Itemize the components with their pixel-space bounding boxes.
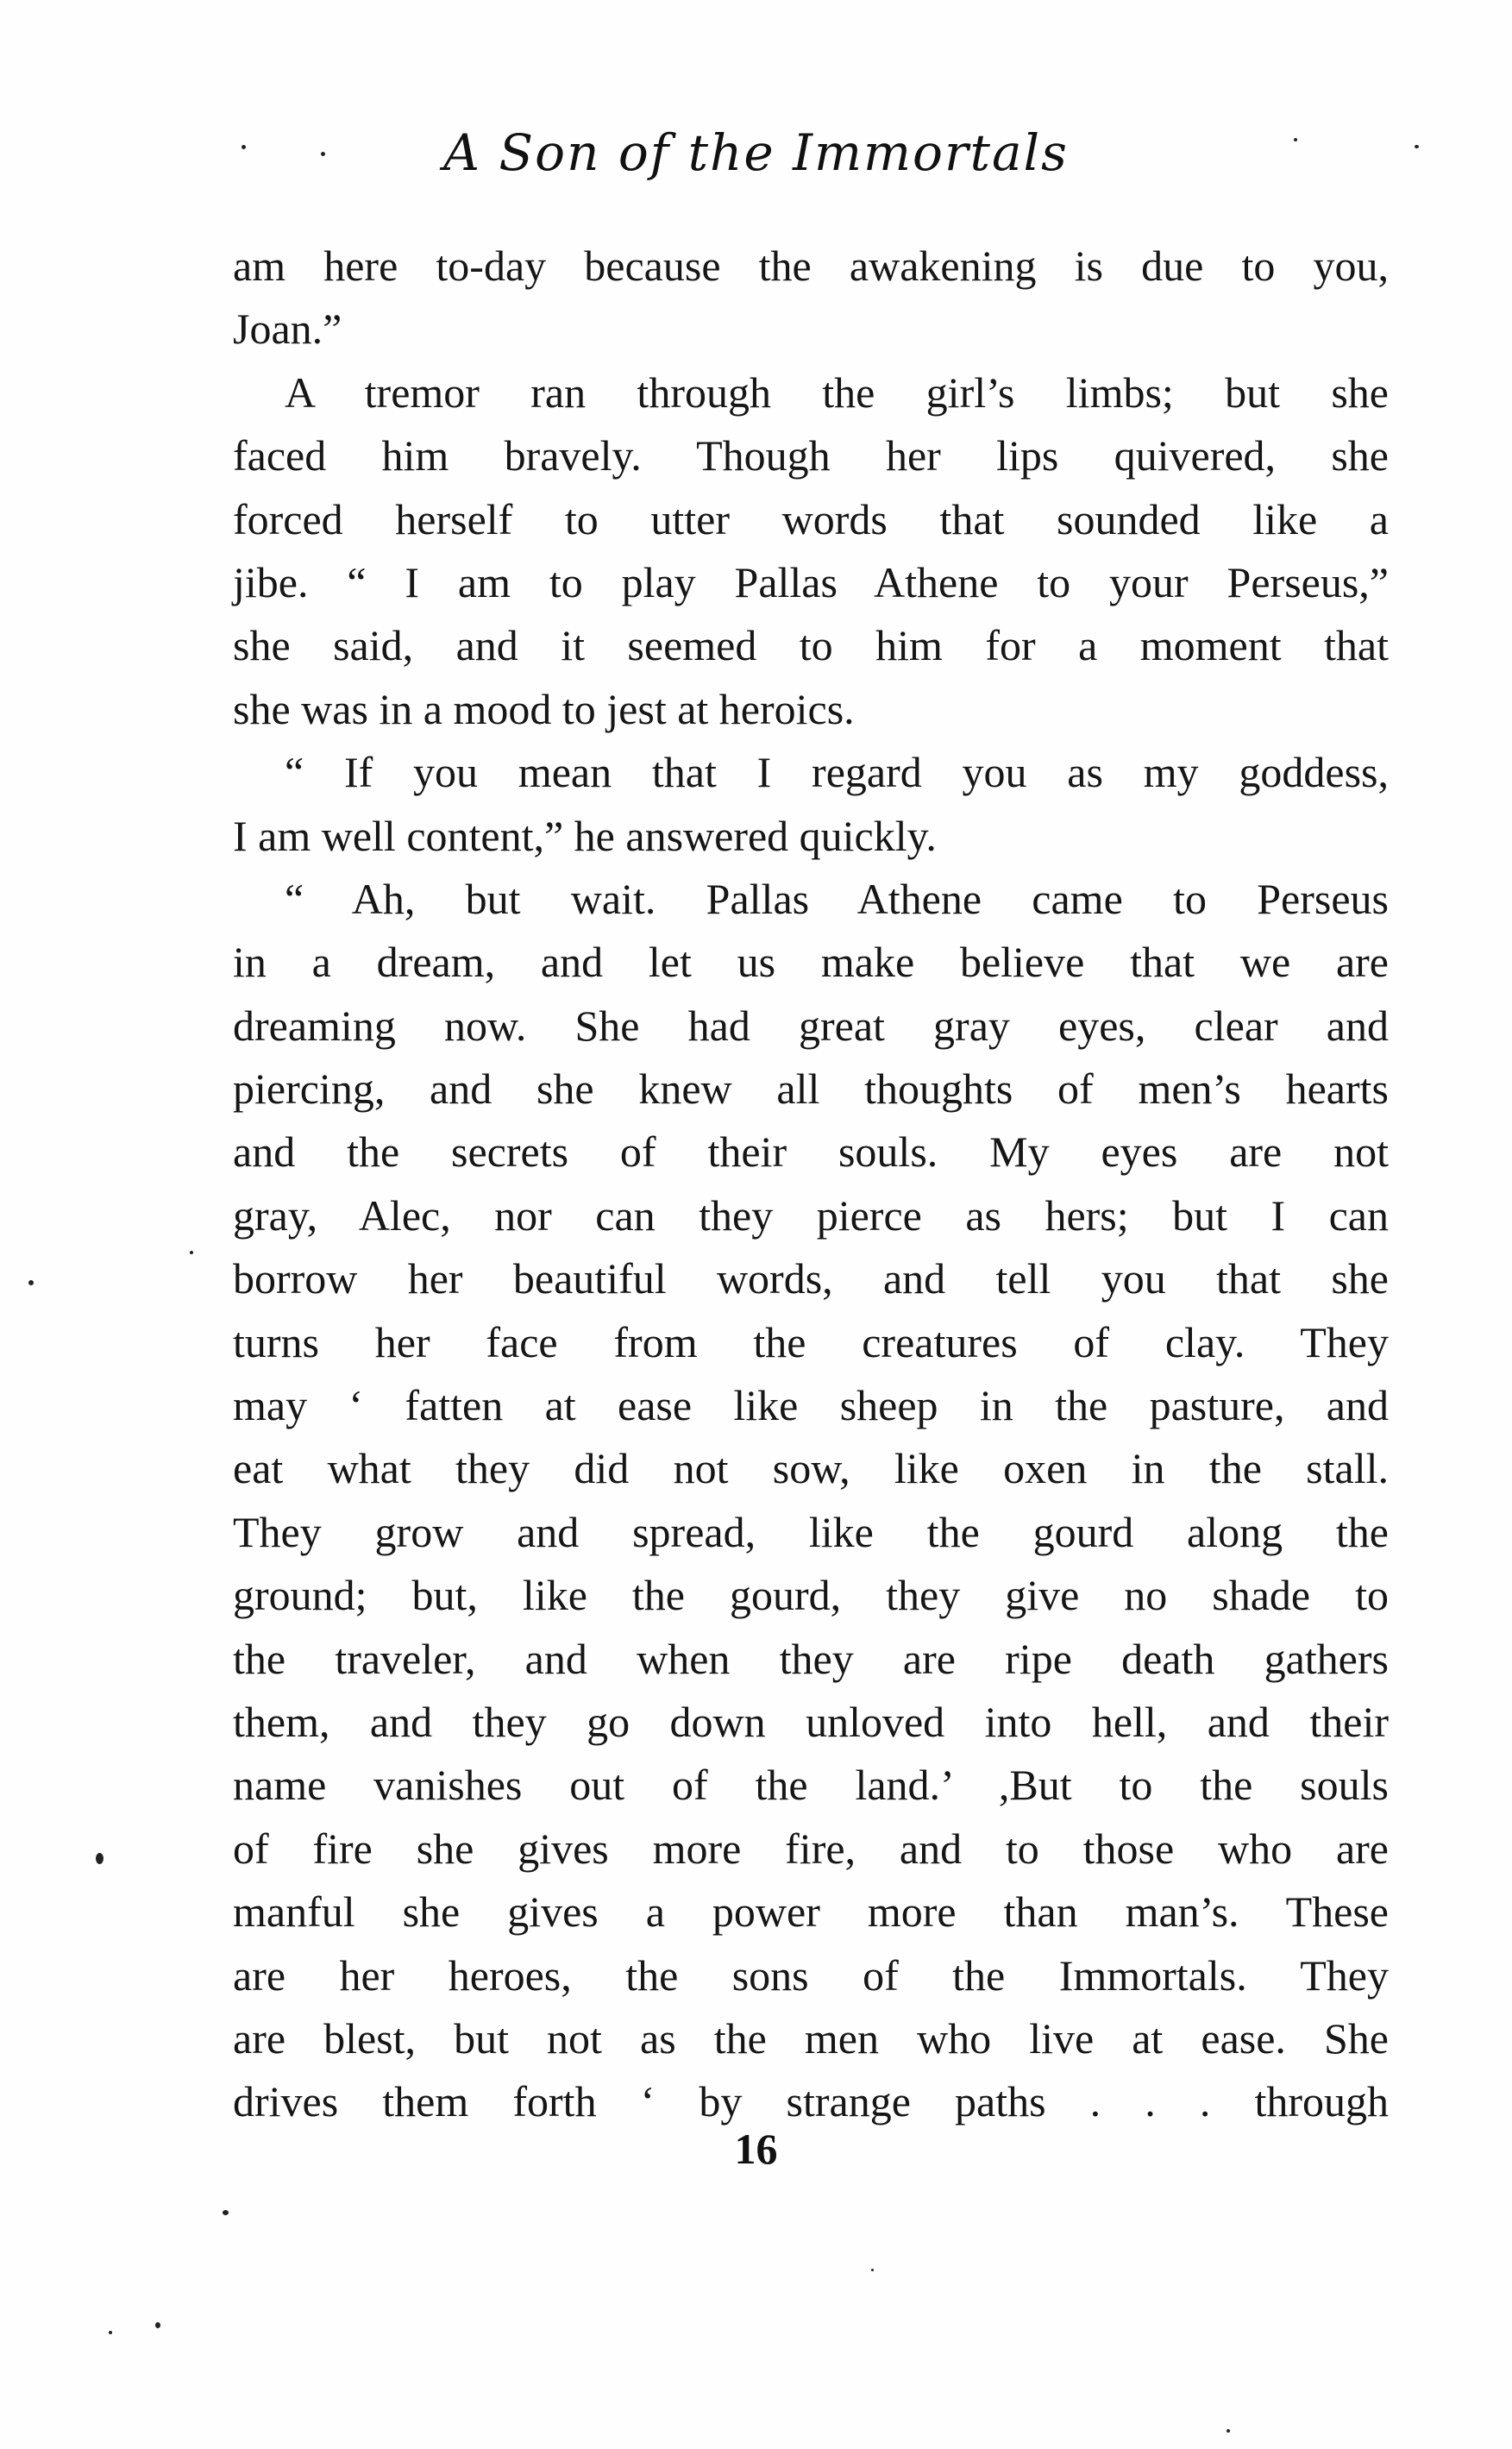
text-line: the traveler, and when they are ripe death gathers <box>233 1634 1389 1683</box>
text-line: “ If you mean that I regard you as my goddess, <box>285 748 1389 797</box>
text-line: manful she gives a power more than man’s. These <box>233 1887 1389 1937</box>
text-line: she said, and it seemed to him for a moment that <box>233 621 1389 670</box>
scan-speck <box>1227 2429 1230 2433</box>
scan-speck <box>242 145 246 149</box>
text-line: gray, Alec, nor can they pierce as hers; but I can <box>233 1190 1389 1240</box>
text-line: and the secrets of their souls. My eyes are not <box>233 1127 1389 1177</box>
text-line: jibe. “ I am to play Pallas Athene to your Perseus,” <box>233 557 1389 606</box>
text-line: name vanishes out of the land.’ ,But to the souls <box>233 1761 1389 1810</box>
text-line: in a dream, and let us make believe that we are <box>233 938 1389 987</box>
text-line: eat what they did not sow, like oxen in the stall. <box>233 1444 1389 1493</box>
text-line: faced him bravely. Though her lips quivered, she <box>233 431 1389 480</box>
text-line: forced herself to utter words that sounded like a <box>233 494 1389 543</box>
text-line: ground; but, like the gourd, they give no shade to <box>233 1571 1389 1620</box>
text-line: piercing, and she knew all thoughts of men’s hearts <box>233 1064 1389 1114</box>
text-line: borrow her beautiful words, and tell you that she <box>233 1254 1389 1303</box>
scan-speck <box>96 1853 104 1864</box>
text-line: of fire she gives more fire, and to those who are <box>233 1824 1389 1873</box>
body-text <box>233 235 1389 2134</box>
text-line: A tremor ran through the girl’s limbs; but she <box>285 367 1389 417</box>
scan-speck <box>190 1251 193 1254</box>
scan-speck <box>109 2331 112 2334</box>
text-line: turns her face from the creatures of clay. They <box>233 1317 1389 1366</box>
text-line: she was in a mood to jest at heroics. <box>233 684 855 733</box>
scan-speck <box>223 2210 229 2215</box>
text-line: am here to-day because the awakening is due to you, <box>233 242 1389 290</box>
text-line: “ Ah, but wait. Pallas Athene came to Perseus <box>285 874 1389 923</box>
scan-speck <box>1294 138 1297 141</box>
scan-speck <box>871 2269 874 2271</box>
text-line: are blest, but not as the men who live at ease. She <box>233 2013 1389 2063</box>
text-line: They grow and spread, like the gourd along the <box>233 1507 1389 1556</box>
scan-speck <box>321 152 325 156</box>
scan-speck <box>28 1280 34 1285</box>
text-line: them, and they go down unloved into hell, and their <box>233 1697 1389 1746</box>
text-line: may ‘ fatten at ease like sheep in the pasture, and <box>233 1381 1389 1430</box>
scan-speck <box>1415 145 1419 148</box>
text-line: drives them forth ‘ by strange paths . . . through <box>233 2077 1389 2126</box>
text-line: are her heroes, the sons of the Immortals. They <box>233 1950 1389 2000</box>
page-number: 16 <box>734 2125 778 2173</box>
running-head: A Son of the Immortals <box>443 123 1069 182</box>
scan-speck <box>155 2322 160 2328</box>
text-line: I am well content,” he answered quickly. <box>233 811 937 860</box>
text-line: Joan.” <box>233 305 342 354</box>
text-line: dreaming now. She had great gray eyes, clear and <box>233 1001 1389 1050</box>
